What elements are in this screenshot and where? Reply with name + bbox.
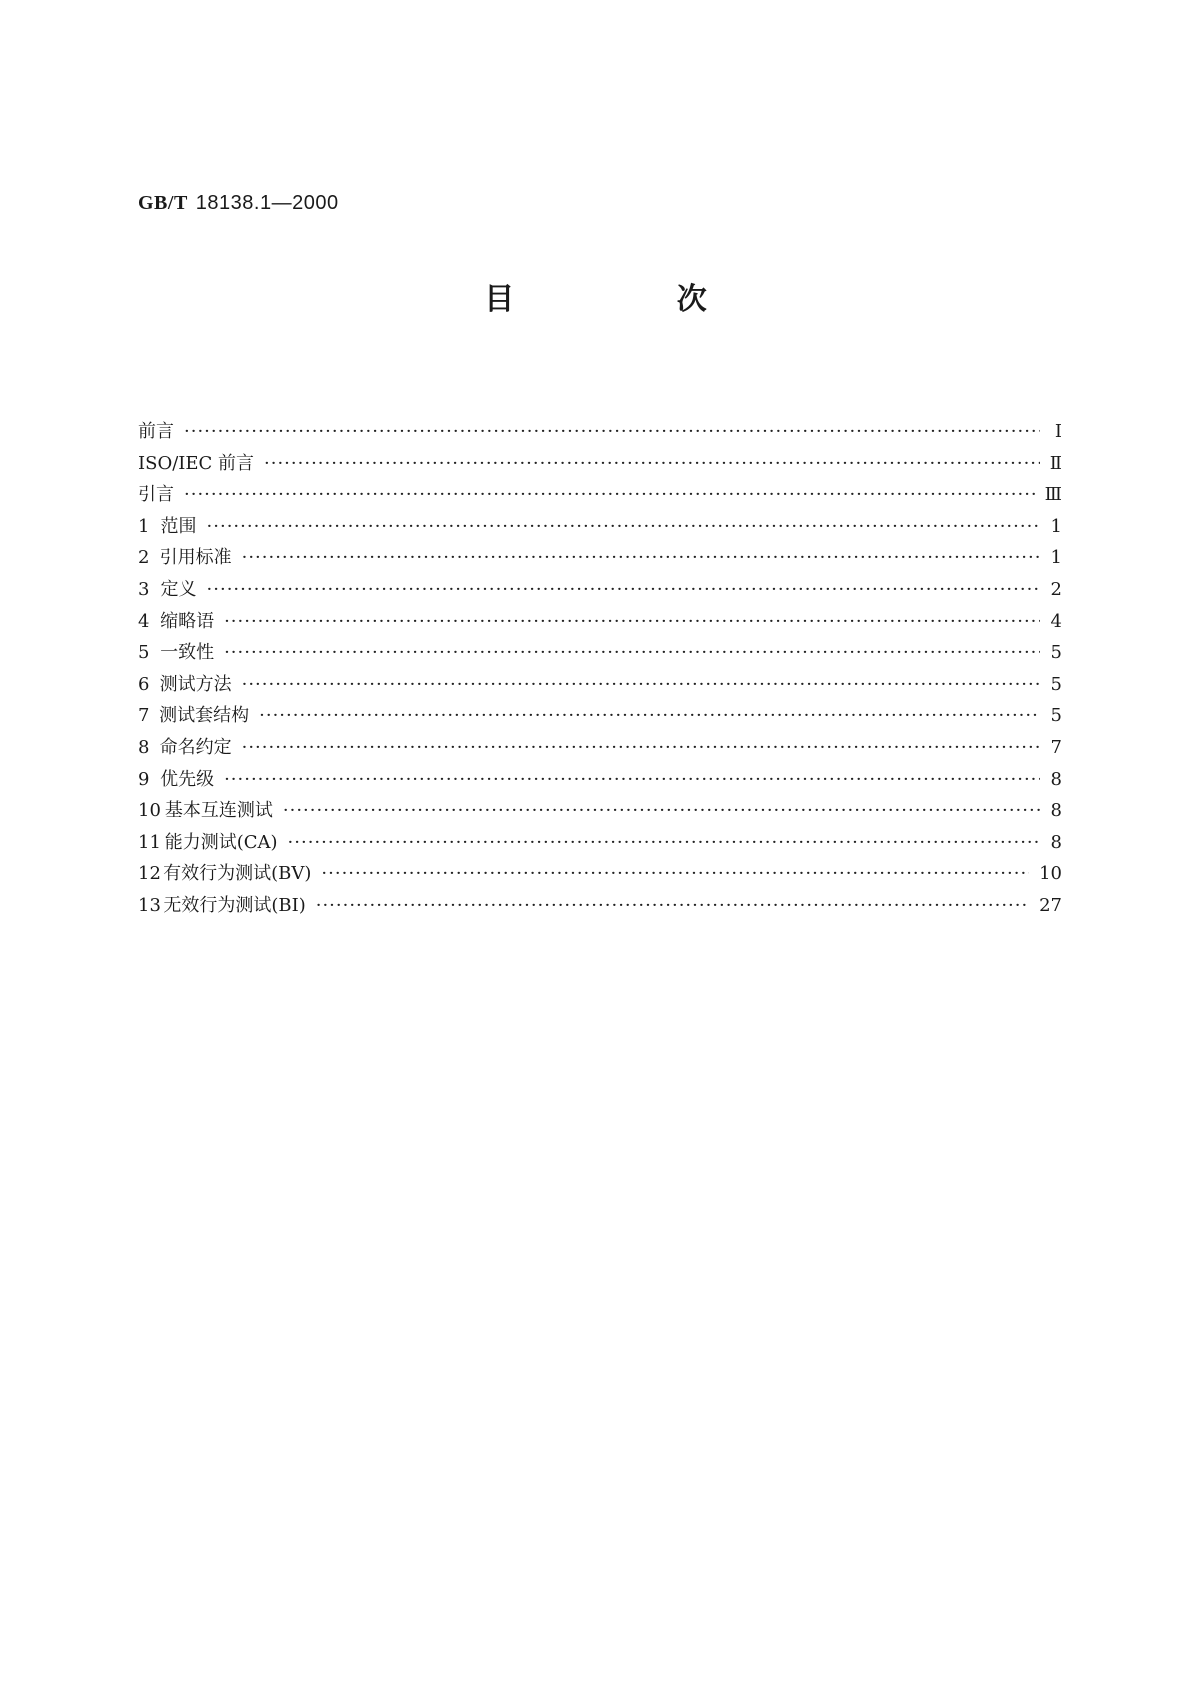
toc-entry-page: 2 xyxy=(1050,578,1062,600)
toc-entry-13[interactable] xyxy=(138,890,1062,922)
dot-leader xyxy=(283,795,1040,827)
toc-entry-7[interactable] xyxy=(138,700,1062,732)
toc-entry-label: ISO/IEC 前言 xyxy=(138,452,255,474)
toc-entry-label: 一致性 xyxy=(160,642,215,664)
toc-entry-label: 前言 xyxy=(138,421,174,442)
toc-entry-label: 有效行为测试(BV) xyxy=(163,863,312,885)
toc-entry-page: 5 xyxy=(1050,642,1062,664)
toc-entry-label: 无效行为测试(BI) xyxy=(163,894,306,916)
toc-entry-page: 1 xyxy=(1050,515,1062,537)
toc-entry-iso-iec-preface[interactable] xyxy=(138,448,1062,480)
toc-entry-11[interactable] xyxy=(138,827,1062,859)
toc-entry-9[interactable] xyxy=(138,764,1062,796)
toc-entry-page: 7 xyxy=(1050,736,1062,758)
toc-entry-number: 5 xyxy=(138,642,150,664)
toc-entry-label: 测试套结构 xyxy=(159,705,250,727)
toc-entry-label: 基本互连测试 xyxy=(164,800,273,822)
toc-entry-introduction[interactable] xyxy=(138,479,1062,511)
toc-entry-page: 27 xyxy=(1039,894,1062,916)
dot-leader xyxy=(207,511,1040,543)
toc-entry-number: 1 xyxy=(138,515,150,537)
toc-entry-number: 12 xyxy=(138,863,161,885)
toc-entry-number: 7 xyxy=(138,705,150,727)
toc-entry-1[interactable] xyxy=(138,511,1062,543)
toc-entry-number: 6 xyxy=(138,673,150,695)
toc-entry-label: 引用标准 xyxy=(159,547,232,569)
toc-entry-label: 优先级 xyxy=(160,768,215,790)
dot-leader xyxy=(224,606,1040,638)
toc-entry-5[interactable] xyxy=(138,637,1062,669)
dot-leader xyxy=(321,858,1029,890)
dot-leader xyxy=(224,764,1040,796)
toc-entry-4[interactable] xyxy=(138,606,1062,638)
page-title: 目 次 xyxy=(484,282,783,317)
toc-entry-preface[interactable] xyxy=(138,416,1062,448)
table-of-contents xyxy=(138,416,1062,922)
toc-entry-page: 8 xyxy=(1050,768,1062,790)
toc-entry-number: 9 xyxy=(138,768,150,790)
toc-entry-page: Ⅲ xyxy=(1044,484,1062,506)
toc-entry-number: 13 xyxy=(138,894,161,916)
toc-entry-6[interactable] xyxy=(138,669,1062,701)
toc-entry-number: 11 xyxy=(138,831,161,853)
toc-entry-page: 4 xyxy=(1050,610,1062,632)
toc-entry-number: 10 xyxy=(138,800,161,822)
toc-entry-number: 3 xyxy=(138,578,150,600)
toc-entry-page: Ⅰ xyxy=(1054,421,1062,442)
toc-entry-3[interactable] xyxy=(138,574,1062,606)
toc-entry-2[interactable] xyxy=(138,542,1062,574)
dot-leader xyxy=(184,416,1040,448)
standard-code xyxy=(138,190,339,215)
toc-entry-label: 测试方法 xyxy=(159,673,232,695)
toc-entry-number: 2 xyxy=(138,547,150,569)
toc-entry-page: 10 xyxy=(1039,863,1062,885)
dot-leader xyxy=(207,574,1040,606)
toc-entry-8[interactable] xyxy=(138,732,1062,764)
toc-entry-page: Ⅱ xyxy=(1049,452,1062,474)
dot-leader xyxy=(259,700,1040,732)
toc-entry-page: 5 xyxy=(1050,705,1062,727)
toc-entry-label: 命名约定 xyxy=(159,736,232,758)
toc-entry-label: 范围 xyxy=(160,515,197,537)
dot-leader xyxy=(224,637,1040,669)
toc-entry-label: 定义 xyxy=(160,578,197,600)
toc-entry-10[interactable] xyxy=(138,795,1062,827)
toc-entry-12[interactable] xyxy=(138,858,1062,890)
toc-entry-label: 缩略语 xyxy=(160,610,215,632)
standard-number: 18138.1—2000 xyxy=(195,192,339,214)
toc-entry-number: 4 xyxy=(138,610,150,632)
dot-leader xyxy=(288,827,1040,859)
dot-leader xyxy=(184,479,1035,511)
toc-entry-label: 能力测试(CA) xyxy=(164,831,278,853)
dot-leader xyxy=(242,542,1040,574)
standard-prefix: GB/T xyxy=(138,192,188,214)
dot-leader xyxy=(242,669,1040,701)
toc-entry-number: 8 xyxy=(138,736,150,758)
toc-entry-page: 1 xyxy=(1050,547,1062,569)
dot-leader xyxy=(316,890,1029,922)
toc-entry-page: 5 xyxy=(1050,673,1062,695)
dot-leader xyxy=(242,732,1040,764)
toc-entry-page: 8 xyxy=(1050,831,1062,853)
toc-entry-page: 8 xyxy=(1050,800,1062,822)
toc-entry-label: 引言 xyxy=(138,484,174,506)
dot-leader xyxy=(264,448,1040,480)
